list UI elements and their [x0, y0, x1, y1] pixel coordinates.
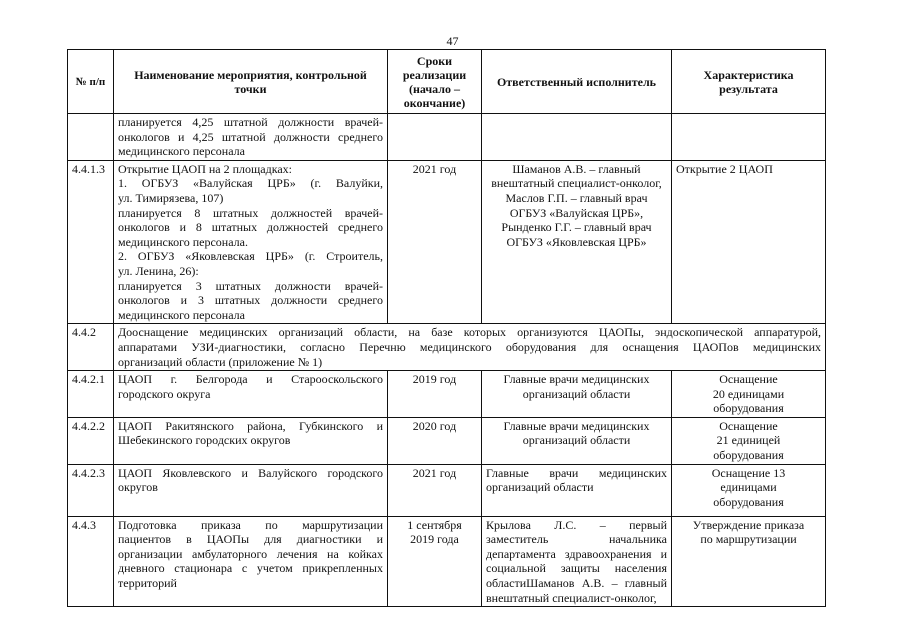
row-result: [672, 114, 826, 161]
name-line: планируется 8 штатных должностей врачей-: [118, 205, 383, 220]
row-result: [672, 417, 826, 464]
row-responsible: [482, 417, 672, 464]
table-row: [68, 371, 826, 418]
name-line: территорий: [118, 576, 177, 591]
result-line: оборудования: [713, 448, 784, 463]
row-result: [672, 371, 826, 418]
name-line: Подготовка приказа по маршрутизации: [118, 517, 383, 532]
responsible-line: Главные врачи медицинских: [486, 465, 667, 480]
row-num: 4.4.2.1: [68, 371, 114, 418]
row-name: [114, 371, 388, 418]
name-line: медицинского персонала: [118, 307, 245, 322]
row-terms: 2020 год: [388, 417, 482, 464]
responsible-line: департамента здравоохранения и: [486, 546, 667, 561]
name-line: 2. ОГБУЗ «Яковлевская ЦРБ» (г. Строитель,: [118, 249, 383, 264]
row-num: [68, 114, 114, 161]
name-line: дневного стационара с учетом прикрепленных: [118, 561, 383, 576]
responsible-line: ОГБУЗ «Яковлевская ЦРБ»: [506, 234, 647, 249]
table-row: [68, 114, 826, 161]
name-line: онкологов и 8 штатных должностей среднего: [118, 220, 383, 235]
responsible-line: внештатный специалист-онколог,: [491, 176, 662, 191]
row-responsible: [482, 160, 672, 324]
row-name: [114, 417, 388, 464]
row-num: 4.4.2: [68, 324, 114, 371]
row-terms: [388, 516, 482, 607]
row-terms: [388, 114, 482, 161]
responsible-line: внештатный специалист-онколог,: [486, 590, 657, 605]
header-result: Характеристика результата: [672, 50, 826, 114]
table-row: [68, 324, 826, 371]
name-line: городского округа: [118, 386, 211, 401]
name-line: ЦАОП Ракитянского района, Губкинского и: [118, 418, 383, 433]
result-line: Утверждение приказа: [692, 517, 805, 532]
row-result: Открытие 2 ЦАОП: [672, 160, 826, 324]
row-result: [672, 516, 826, 607]
terms-line: 1 сентября: [407, 517, 462, 532]
name-line: онкологов и 4,25 штатной должности среднего: [118, 129, 383, 144]
result-line: 20 единицами: [712, 386, 785, 401]
responsible-line: Рынденко Г.Г. – главный врач: [501, 220, 652, 235]
row-responsible: [482, 114, 672, 161]
header-name: Наименование мероприятия, контрольной точки: [114, 50, 388, 114]
responsible-line: Главные врачи медицинских: [503, 372, 650, 387]
row-name-merged: [114, 324, 826, 371]
name-line: Открытие ЦАОП на 2 площадках:: [118, 161, 292, 176]
name-line: 1. ОГБУЗ «Валуйская ЦРБ» (г. Валуйки,: [118, 176, 383, 191]
result-line: единицами: [720, 480, 777, 495]
responsible-line: социальной защиты населения: [486, 561, 667, 576]
row-terms: 2021 год: [388, 160, 482, 324]
row-result: [672, 464, 826, 516]
row-name: [114, 464, 388, 516]
row-name: [114, 160, 388, 324]
row-terms: 2019 год: [388, 371, 482, 418]
result-line: Оснащение: [719, 418, 778, 433]
result-line: Оснащение 13: [711, 465, 786, 480]
name-line: аппаратами УЗИ-диагностики, согласно Перечню медицинского оборудования для оснащения ЦАОПов медицинских: [118, 339, 821, 354]
activities-table: [67, 49, 826, 607]
table-row: [68, 417, 826, 464]
responsible-line: организаций области: [486, 480, 594, 495]
result-line: по маршрутизации: [700, 532, 797, 547]
row-responsible: [482, 371, 672, 418]
result-line: 21 единицей: [716, 433, 781, 448]
name-line: ЦАОП Яковлевского и Валуйского городского: [118, 465, 383, 480]
row-num: 4.4.2.2: [68, 417, 114, 464]
responsible-line: организаций области: [522, 386, 631, 401]
responsible-line: областиШаманов А.В. – главный: [486, 576, 667, 591]
name-line: ул. Тимирязева, 107): [118, 190, 224, 205]
row-name: [114, 516, 388, 607]
responsible-line: Главные врачи медицинских: [503, 418, 650, 433]
responsible-line: организаций области: [522, 433, 631, 448]
table-row: [68, 516, 826, 607]
header-responsible: Ответственный исполнитель: [482, 50, 672, 114]
table-row: [68, 464, 826, 516]
name-line: Шебекинского городских округов: [118, 433, 291, 448]
name-line: организации амбулаторного лечения на койках: [118, 546, 383, 561]
responsible-line: Маслов Г.П. – главный врач: [505, 190, 648, 205]
result-line: оборудования: [713, 494, 784, 509]
result-line: оборудования: [713, 401, 784, 416]
header-terms: Сроки реализации (начало – окончание): [388, 50, 482, 114]
name-line: ЦАОП г. Белгорода и Старооскольского: [118, 372, 383, 387]
table-row: [68, 160, 826, 324]
table-header-row: [68, 50, 826, 114]
row-num: 4.4.2.3: [68, 464, 114, 516]
responsible-line: Шаманов А.В. – главный: [512, 161, 641, 176]
name-line: ул. Ленина, 26):: [118, 263, 199, 278]
result-line: Оснащение: [719, 372, 778, 387]
responsible-line: Крылова Л.С. – первый: [486, 517, 667, 532]
page-number: 47: [446, 34, 459, 48]
name-line: планируется 3 штатных должности врачей-: [118, 278, 383, 293]
name-line: медицинского персонала.: [118, 234, 248, 249]
name-line: онкологов и 3 штатных должности среднего: [118, 293, 383, 308]
name-line: округов: [118, 480, 158, 495]
row-num: 4.4.1.3: [68, 160, 114, 324]
row-name: [114, 114, 388, 161]
name-line: медицинского персонала: [118, 144, 245, 159]
row-terms: 2021 год: [388, 464, 482, 516]
row-responsible: [482, 516, 672, 607]
name-line: организаций области (приложение № 1): [118, 354, 323, 369]
responsible-line: ОГБУЗ «Валуйская ЦРБ»,: [509, 205, 644, 220]
name-line: пациентов в ЦАОПы для диагностики и: [118, 532, 383, 547]
name-line: Дооснащение медицинских организаций области, на базе которых организуются ЦАОПы, эндоскопической аппаратурой,: [118, 325, 821, 340]
terms-line: 2019 года: [410, 532, 459, 547]
row-responsible: [482, 464, 672, 516]
responsible-line: заместитель начальника: [486, 532, 667, 547]
name-line: планируется 4,25 штатной должности врачей-: [118, 115, 383, 129]
header-num: № п/п: [68, 50, 114, 114]
row-num: 4.4.3: [68, 516, 114, 607]
